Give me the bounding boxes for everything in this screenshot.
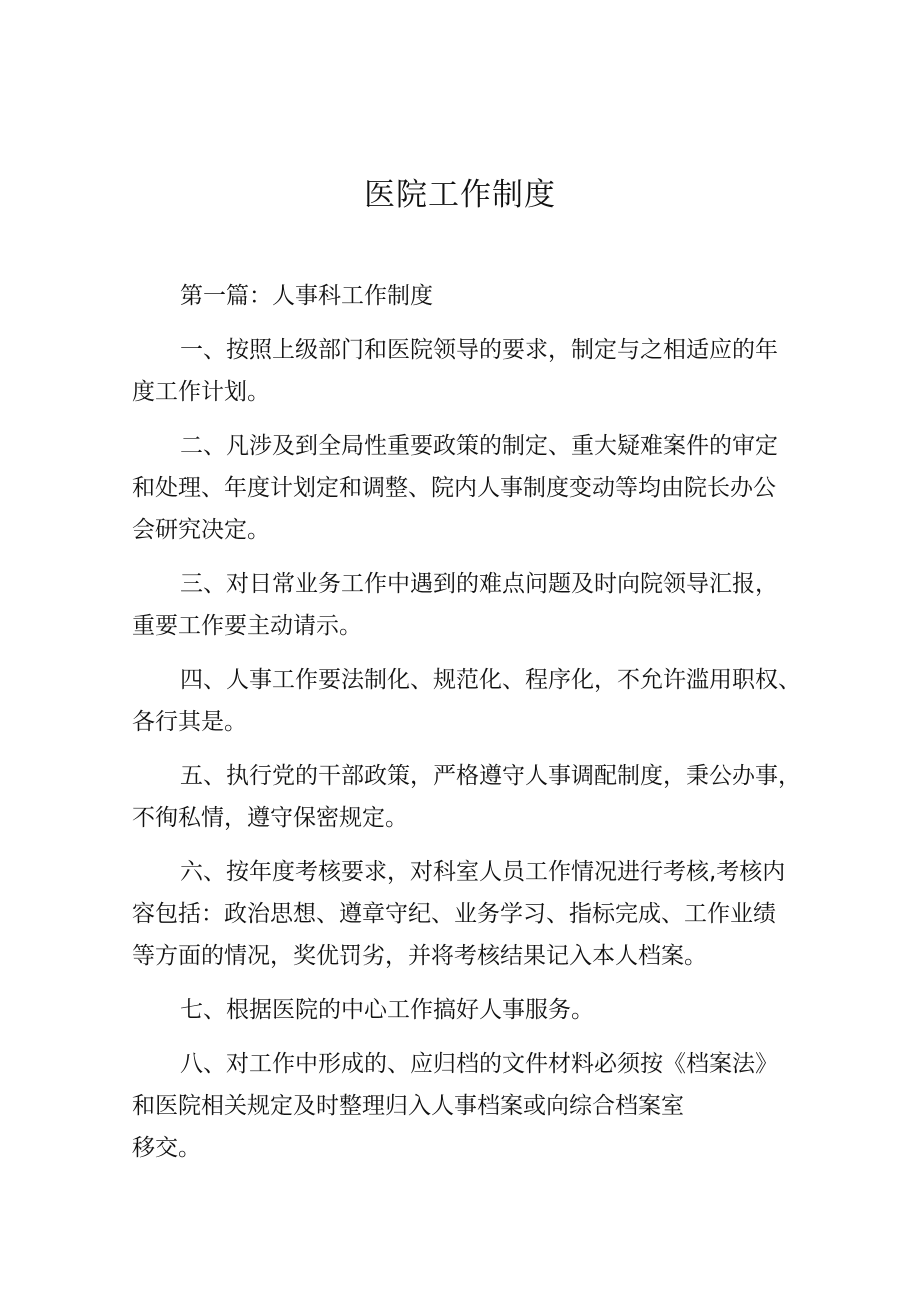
paragraph-line: 会研究决定。 xyxy=(132,517,270,543)
paragraph-line: 等方面的情况，奖优罚劣，并将考核结果记入本人档案。 xyxy=(132,943,707,969)
paragraph-line: 二、凡涉及到全局性重要政策的制定、重大疑难案件的审定 xyxy=(180,433,778,459)
chapter-heading: 第一篇：人事科工作制度 xyxy=(180,283,433,309)
paragraph-line: 各行其是。 xyxy=(132,709,247,735)
paragraph-line: 五、执行党的干部政策，严格遵守人事调配制度，秉公办事， xyxy=(180,763,801,789)
paragraph-line: 四、人事工作要法制化、规范化、程序化，不允许滥用职权、 xyxy=(180,667,801,693)
document-body xyxy=(132,275,801,1169)
paragraph-line: 八、对工作中形成的、应归档的文件材料必须按《档案法》 xyxy=(180,1051,778,1077)
paragraph-line: 移交。 xyxy=(132,1135,201,1161)
paragraph-line: 一、按照上级部门和医院领导的要求，制定与之相适应的年 xyxy=(180,337,778,363)
paragraph-line: 七、根据医院的中心工作搞好人事服务。 xyxy=(180,997,594,1023)
paragraph-line: 和医院相关规定及时整理归入人事档案或向综合档案室 xyxy=(132,1093,684,1119)
paragraph-line: 度工作计划。 xyxy=(132,379,270,405)
paragraph-line: 和处理、年度计划定和调整、院内人事制度变动等均由院长办公 xyxy=(132,475,776,501)
paragraph-line: 六、按年度考核要求，对科室人员工作情况进行考核,考核内 xyxy=(180,859,786,885)
paragraph-line: 重要工作要主动请示。 xyxy=(132,613,362,639)
paragraph-line: 三、对日常业务工作中遇到的难点问题及时向院领导汇报， xyxy=(180,571,778,597)
document-title: 医院工作制度 xyxy=(364,177,556,213)
paragraph-line: 不徇私情，遵守保密规定。 xyxy=(132,805,408,831)
paragraph-line: 容包括：政治思想、遵章守纪、业务学习、指标完成、工作业绩 xyxy=(132,901,776,927)
